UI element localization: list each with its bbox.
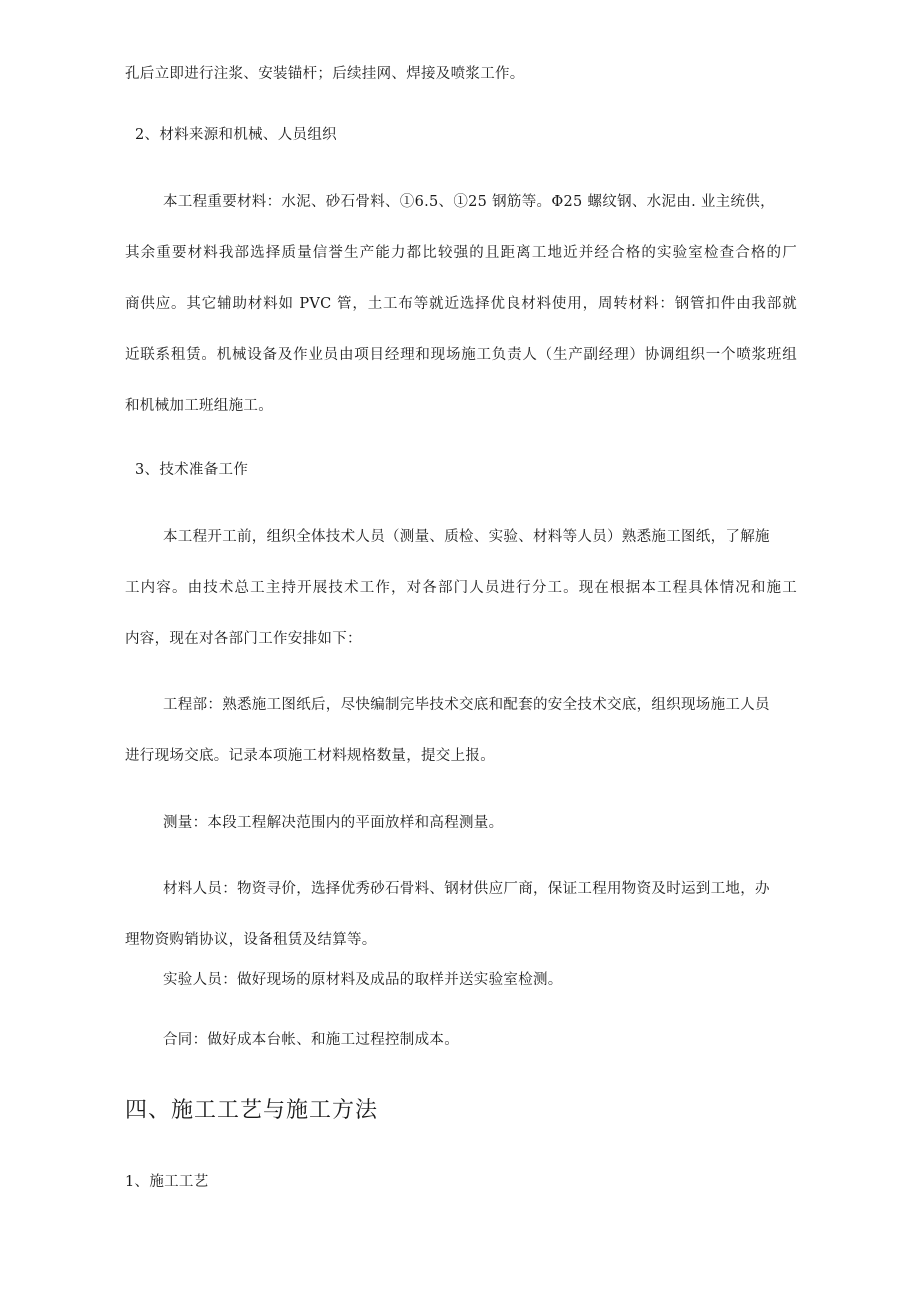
materials-paragraph-line-1: 本工程重要材料：水泥、砂石骨料、①6.5、①25 钢筋等。Φ25 螺纹钢、水泥由. 业主统供，	[163, 194, 775, 210]
contract-line: 合同：做好成本台帐、和施工过程控制成本。	[163, 1032, 459, 1048]
heading-technical-preparation: 3、技术准备工作	[135, 462, 249, 478]
material-staff-line-1: 材料人员：物资寻价，选择优秀砂石骨料、钢材供应厂商，保证工程用物资及时运到工地，办	[163, 881, 770, 897]
materials-paragraph-line-5: 和机械加工班组施工。	[125, 398, 273, 414]
survey-line: 测量：本段工程解决范围内的平面放样和高程测量。	[163, 815, 504, 831]
lab-staff-line: 实验人员：做好现场的原材料及成品的取样并送实验室检测。	[163, 972, 563, 988]
materials-paragraph-line-3: 商供应。其它辅助材料如 PVC 管，土工布等就近选择优良材料使用，周转材料：钢管扣件由我部就	[125, 296, 797, 312]
heading-materials-and-personnel: 2、材料来源和机械、人员组织	[135, 127, 337, 143]
tech-paragraph-line-1: 本工程开工前，组织全体技术人员（测量、质检、实验、材料等人员）熟悉施工图纸，了解施	[163, 529, 770, 545]
engineering-dept-line-1: 工程部：熟悉施工图纸后，尽快编制完毕技术交底和配套的安全技术交底，组织现场施工人员	[163, 697, 770, 713]
materials-paragraph-line-2: 其余重要材料我部选择质量信誉生产能力都比较强的且距离工地近并经合格的实验室检查合格的厂	[125, 245, 797, 261]
tech-paragraph-line-2: 工内容。由技术总工主持开展技术工作，对各部门人员进行分工。现在根据本工程具体情况和施工	[125, 580, 797, 596]
materials-paragraph-line-4: 近联系租赁。机械设备及作业员由项目经理和现场施工负责人（生产副经理）协调组织一个喷浆班组	[125, 347, 797, 363]
paragraph-continuation-line: 孔后立即进行注浆、安装锚杆；后续挂网、焊接及喷浆工作。	[125, 66, 525, 82]
material-staff-line-2: 理物资购销协议，设备租赁及结算等。	[125, 932, 377, 948]
section-4-heading: 四、施工工艺与施工方法	[125, 1098, 379, 1123]
tech-paragraph-line-3: 内容，现在对各部门工作安排如下：	[125, 631, 362, 647]
engineering-dept-line-2: 进行现场交底。记录本项施工材料规格数量，提交上报。	[125, 748, 495, 764]
subsection-construction-process: 1、施工工艺	[125, 1174, 209, 1190]
